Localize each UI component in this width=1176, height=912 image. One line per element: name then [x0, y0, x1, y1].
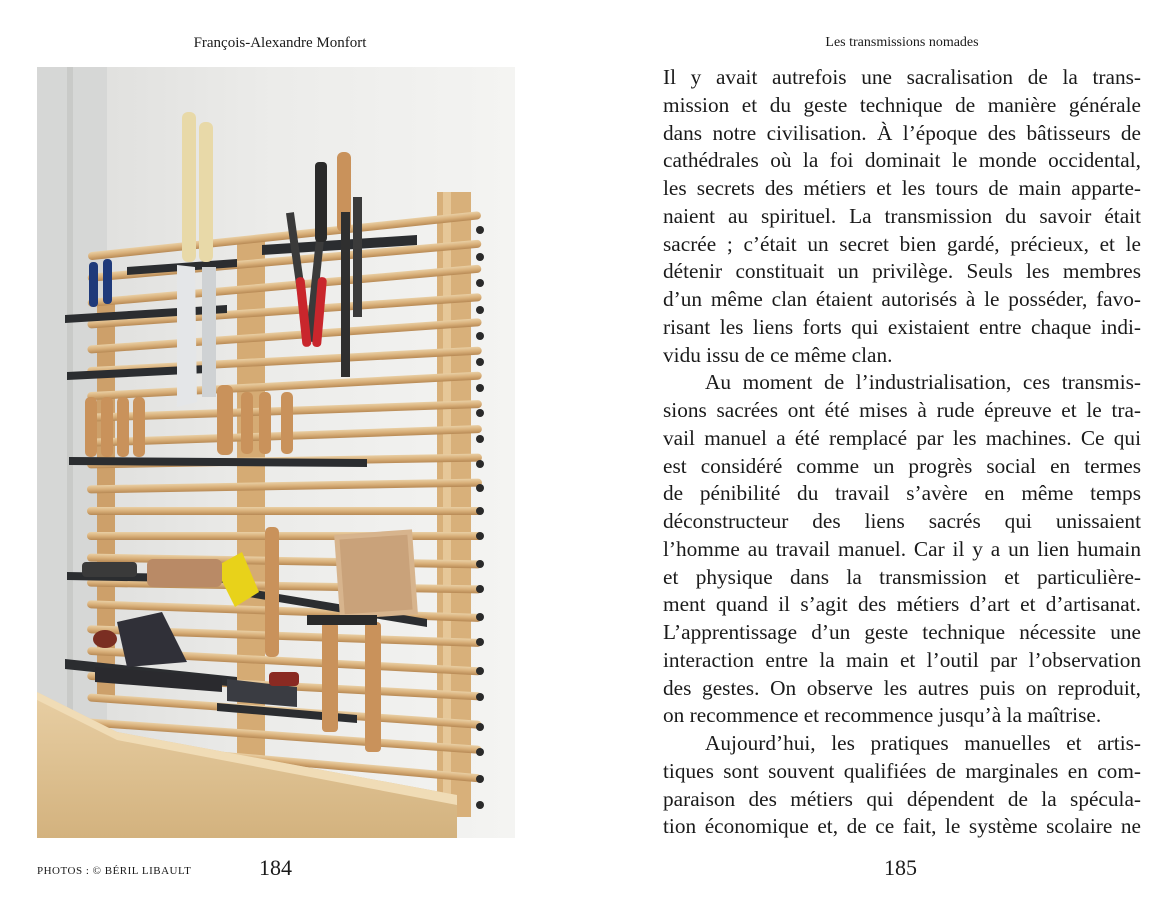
- text-line: cathédrales où la foi dominait le monde occidental,: [663, 148, 1141, 173]
- text-line: Au moment de l’industrialisation, ces transmis-: [705, 370, 1141, 395]
- text-line: naient au spirituel. La transmission du savoir était: [663, 203, 1141, 228]
- text-line: des gestes. On observe les autres puis on reproduit,: [663, 675, 1141, 700]
- photo-credit: PHOTOS : © BÉRIL LIBAULT: [37, 865, 192, 877]
- text-line: détenir constituait un privilège. Seuls les membres: [663, 259, 1141, 284]
- running-head-title: Les transmissions nomades: [825, 35, 979, 50]
- body-text: [663, 64, 1141, 841]
- text-line: interaction entre la main et l’outil par l’observation: [663, 647, 1141, 672]
- text-line: risant les liens forts qui existaient entre chaque indi-: [663, 314, 1141, 339]
- text-line: d’un même clan étaient autorisés à le posséder, favo-: [663, 287, 1141, 311]
- text-line: l’homme au travail manuel. Car il y a un lien humain: [663, 536, 1141, 561]
- page-number-right: 185: [884, 855, 917, 880]
- text-line: de pénibilité du travail s’avère en même temps: [663, 481, 1141, 506]
- right-page: [588, 0, 1176, 912]
- text-line: paraison des métiers qui dépendent de la spécula-: [663, 786, 1141, 811]
- text-line: dans notre civilisation. À l’époque des bâtisseurs de: [663, 120, 1141, 145]
- text-line: L’apprentissage d’un geste technique nécessite une: [663, 620, 1141, 644]
- text-line: tion économique et, de ce fait, le système scolaire ne: [663, 814, 1141, 839]
- text-line: déconstructeur des liens sacrés qui unissaient: [663, 509, 1141, 533]
- text-line: vail manuel a été remplacé par les machines. Ce qui: [663, 425, 1141, 450]
- text-line: Aujourd’hui, les pratiques manuelles et artis-: [705, 731, 1141, 755]
- text-line: vidu issu de ce même clan.: [663, 342, 893, 367]
- text-line: est considéré comme un progrès social en termes: [663, 453, 1141, 478]
- text-line: tiques sont souvent qualifiées de marginales en com-: [663, 758, 1141, 783]
- text-line: on recommence et recommence jusqu’à la maîtrise.: [663, 703, 1102, 728]
- text-line: les secrets des métiers et les tours de main apparte-: [663, 176, 1141, 200]
- text-line: ment quand il s’agit des métiers d’art et d’artisanat.: [663, 592, 1141, 617]
- running-head-author: François-Alexandre Monfort: [193, 35, 367, 51]
- tool-rack-photo: [37, 67, 515, 838]
- text-line: Il y avait autrefois une sacralisation de la trans-: [663, 65, 1141, 89]
- text-line: et physique dans la transmission et particulière-: [663, 564, 1141, 589]
- text-line: sions sacrées ont été mises à rude épreuve et le tra-: [663, 398, 1141, 422]
- text-line: sacrée ; c’était un secret bien gardé, précieux, et le: [663, 231, 1141, 256]
- text-line: mission et du geste technique de manière générale: [663, 92, 1141, 117]
- page-number-left: 184: [259, 855, 292, 880]
